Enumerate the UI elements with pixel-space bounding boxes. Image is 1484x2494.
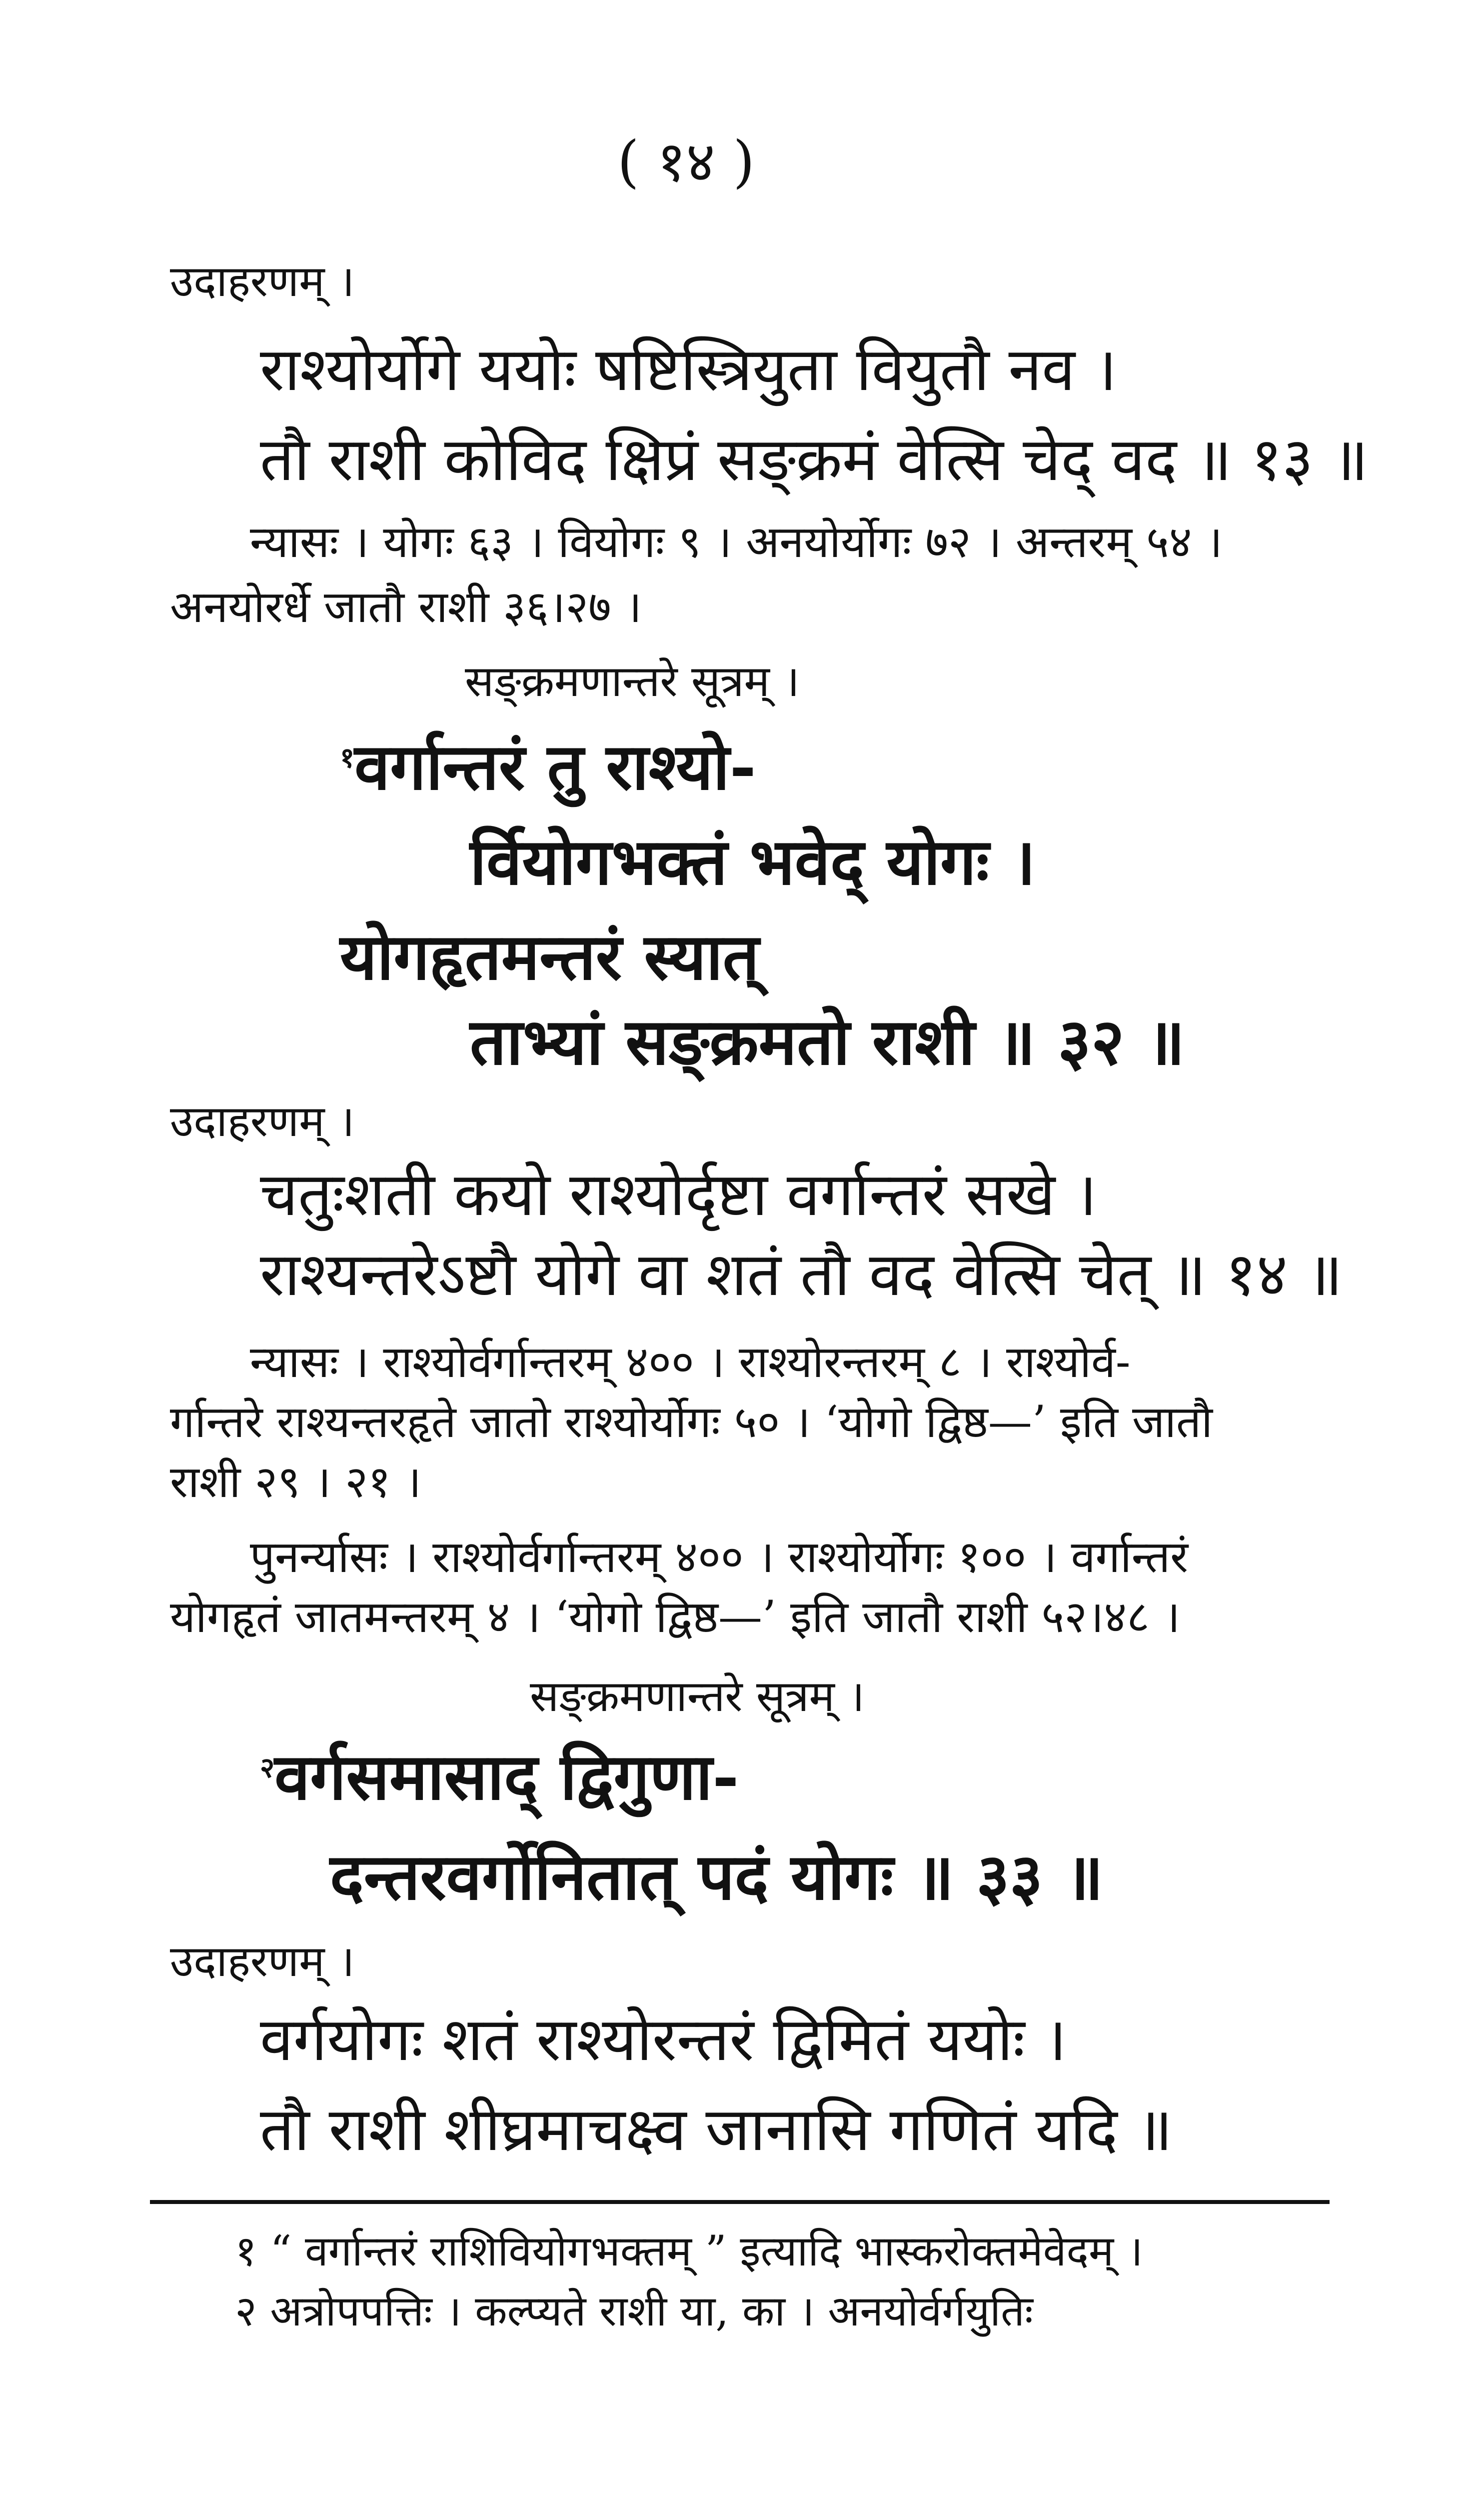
sutra-line xyxy=(340,730,756,804)
footnote-marker: २ xyxy=(260,1751,275,1784)
page-number: ( १४ ) xyxy=(617,130,755,194)
prose-line: न्यासः । योगः ६३ । वियोगः ९ । अनयोर्योगः ७२ । अन्तरम् ५४ । xyxy=(250,516,1223,568)
sutra-line: ताभ्यां सङ्क्रमतो राशी ॥ ३२ ॥ xyxy=(470,1004,1185,1080)
footnote-marker: १ xyxy=(340,741,355,774)
sutra-line: र्वियोगभक्तं भवेद् योगः । xyxy=(470,824,1036,900)
verse-line: वर्गयोगः शतं राश्योरन्तरं द्विमितं ययोः । xyxy=(260,2005,1067,2074)
verse-line: राश्यन्तरेऽष्टौ योगे वा शतं तौ वद वेत्सि चेत् ॥ १४ ॥ xyxy=(260,1240,1343,1310)
verse-line: तौ राशी कोविद क्षिप्रं सङ्क्रमं वेत्सि चेद् वद ॥ १३ ॥ xyxy=(260,425,1369,494)
prose-line: र्गान्तरे राश्यन्तरहृते जातो राश्योर्योगः ५० । ‘योगो द्विष्ठ—’ इति जातौ xyxy=(170,1396,1213,1448)
example-heading: उदाहरणम् । xyxy=(170,256,355,306)
sutra-heading: सङ्क्रमणान्तरे सूत्रम् । xyxy=(530,1672,865,1722)
prose-line: अनयोरर्धे जातौ राशी ३६।२७ । xyxy=(170,581,642,632)
verse-line: चतुःशती कयो राश्योर्दृष्टा वर्गान्तरं सखे । xyxy=(260,1160,1097,1230)
sutra-line xyxy=(260,1740,739,1814)
sutra-heading: सङ्क्रमणान्तरे सूत्रम् । xyxy=(465,656,800,706)
example-heading: उदाहरणम् । xyxy=(170,1936,355,1986)
sutra-text: वर्गसमासाद् द्विगुणा- xyxy=(274,1740,739,1814)
sutra-line: दन्तरवर्गोनितात् पदं योगः ॥ ३३ ॥ xyxy=(330,1840,1104,1914)
footnote: २ अत्रोपपत्तिः । कल्प्यते राशी या, का । अनयोर्वर्गयुतिः xyxy=(235,2286,1033,2336)
sutra-text: वर्गान्तरं तु राश्यो- xyxy=(354,730,756,804)
example-heading: उदाहरणम् । xyxy=(170,1096,355,1146)
prose-line: योगहृतं जातमन्तरम् ४ । ‘योगो द्विष्ठ—’ इति जातौ राशी ५२।४८ । xyxy=(170,1591,1181,1642)
verse-line: तौ राशी शीघ्रमाचक्ष्व जानासि गणितं यदि ॥ xyxy=(260,2095,1173,2164)
sutra-line: योगहृतमन्तरं स्यात् xyxy=(340,920,759,994)
verse-line: राश्योर्योगे ययोः षष्टिस्त्रियुता वियुतौ नव । xyxy=(260,335,1117,404)
footnote: १ “ वर्गान्तरं राशिवियोगभक्तम् ” इत्यादि भास्करोक्तमेवेदम् । xyxy=(235,2226,1143,2276)
footnote-rule xyxy=(150,2200,1330,2204)
prose-line: न्यासः । राश्योर्वर्गान्तरम् ४०० । राश्योरन्तरम् ८ । राश्योर्व- xyxy=(250,1336,1131,1388)
prose-line: पुनर्न्यासः । राश्योर्वर्गान्तरम् ४०० । राश्योर्योगः १०० । वर्गान्तरं xyxy=(250,1531,1189,1582)
prose-line: राशी २९ । २१ । xyxy=(170,1456,422,1508)
